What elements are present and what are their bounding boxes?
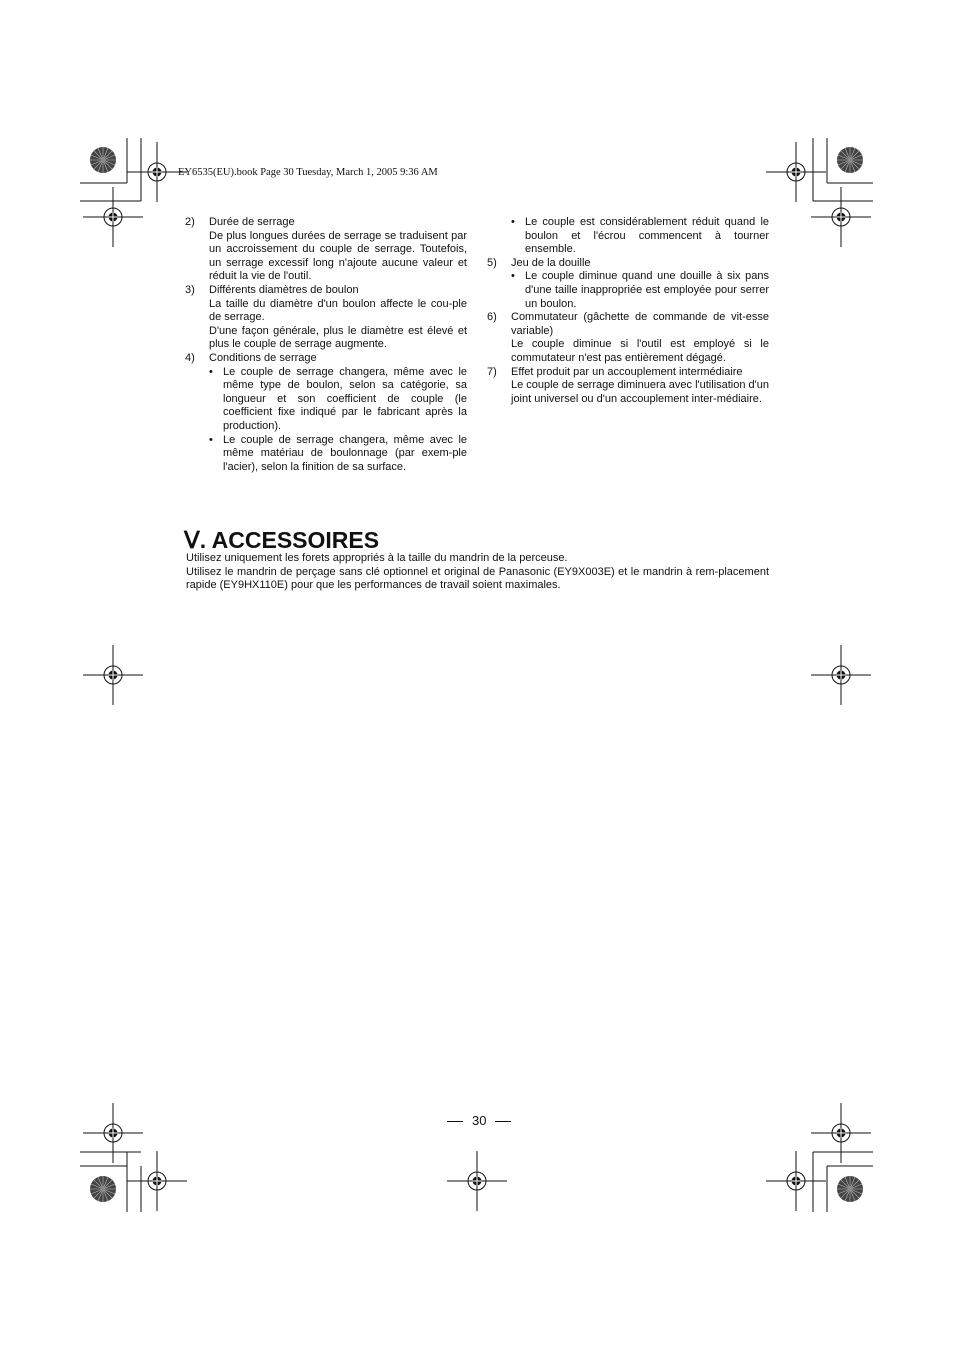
registration-mark-icon — [811, 187, 871, 247]
bullet-item — [209, 434, 467, 475]
bullet-icon: • — [209, 433, 213, 446]
bullet-text: Le couple est considérablement réduit quand le boulon et l'écrou commencent à tourner ensemble. — [525, 216, 769, 256]
list-item — [487, 257, 769, 311]
registration-mark-icon — [811, 645, 871, 705]
bullet-item — [209, 366, 467, 434]
book-header-line: EY6535(EU).book Page 30 Tuesday, March 1, 2005 9:36 AM — [178, 167, 438, 178]
color-bar-icon — [90, 1176, 116, 1202]
registration-mark-icon — [811, 1103, 871, 1163]
paragraph: Utilisez le mandrin de perçage sans clé optionnel et original de Panasonic (EY9X003E) et le mandrin à rem-placement rapide (EY9HX110E) pour que les performances de travail soient maximales. — [186, 565, 769, 592]
item-title: Jeu de la douille — [511, 256, 591, 269]
item-body: D'une façon générale, plus le diamètre est élevé et plus le couple de serrage augmente. — [209, 324, 467, 351]
color-bar-icon — [837, 147, 863, 173]
item-title: Durée de serrage — [209, 216, 295, 228]
bullet-icon: • — [511, 270, 515, 283]
item-number: 2) — [185, 216, 195, 228]
list-item — [487, 311, 769, 365]
item-number: 4) — [185, 351, 195, 364]
list-item — [185, 216, 467, 284]
list-item — [185, 352, 467, 474]
bullet-item — [511, 270, 769, 311]
color-bar-icon — [90, 147, 116, 173]
list-item — [487, 366, 769, 407]
registration-mark-icon — [83, 645, 143, 705]
bullet-icon: • — [209, 365, 213, 378]
item-title: Conditions de serrage — [209, 351, 317, 364]
item-number: 6) — [487, 311, 497, 324]
list-item — [185, 284, 467, 352]
bullet-text: Le couple diminue quand une douille à six pans d'une taille inappropriée est employée pour serrer un boulon. — [525, 270, 769, 310]
dash — [447, 1121, 463, 1122]
registration-mark-icon — [447, 1151, 507, 1211]
bullet-text: Le couple de serrage changera, même avec le même matériau de boulonnage (par exem-ple l'acier), selon la finition de sa surface. — [223, 433, 467, 473]
item-body: Le couple diminue si l'outil est employé si le commutateur n'est pas entièrement dégagé. — [511, 338, 769, 364]
bullet-text: Le couple de serrage changera, même avec le même type de boulon, selon sa catégorie, sa longueur et son coefficient de couple (le coefficient fixe indiqué par le fabricant après la production). — [223, 365, 467, 432]
registration-mark-icon — [766, 1151, 826, 1211]
accessories-text — [186, 552, 769, 593]
page-number — [438, 1113, 518, 1128]
page-number-value: 30 — [472, 1113, 487, 1128]
item-number: 5) — [487, 256, 497, 269]
list-item — [487, 216, 769, 257]
registration-mark-icon — [83, 187, 143, 247]
bullet-icon: • — [511, 216, 515, 228]
color-bar-icon — [837, 1176, 863, 1202]
item-body: Le couple de serrage diminuera avec l'utilisation d'un joint universel ou d'un accouplement inter-médiaire. — [511, 379, 769, 405]
registration-mark-icon — [127, 1151, 187, 1211]
item-number: 3) — [185, 283, 195, 296]
item-title: Effet produit par un accouplement intermédiaire — [511, 365, 743, 378]
item-body: De plus longues durées de serrage se traduisent par un accroissement du couple de serrage. Toutefois, un serrage excessif long n'ajoute aucune valeur et réduit la vie de l'outil. — [209, 229, 467, 283]
dash — [495, 1121, 511, 1122]
item-number: 7) — [487, 365, 497, 378]
item-body: La taille du diamètre d'un boulon affecte le cou-ple de serrage. — [209, 297, 467, 324]
right-column — [487, 216, 769, 406]
registration-mark-icon — [83, 1103, 143, 1163]
section-heading: Ⅴ. ACCESSOIRES — [184, 527, 380, 553]
left-column — [185, 216, 467, 474]
item-title: Commutateur (gâchette de commande de vit-esse variable) — [511, 311, 769, 337]
item-title: Différents diamètres de boulon — [209, 283, 359, 296]
registration-mark-icon — [766, 142, 826, 202]
paragraph: Utilisez uniquement les forets appropriés à la taille du mandrin de la perceuse. — [186, 552, 568, 564]
bullet-item — [511, 216, 769, 257]
